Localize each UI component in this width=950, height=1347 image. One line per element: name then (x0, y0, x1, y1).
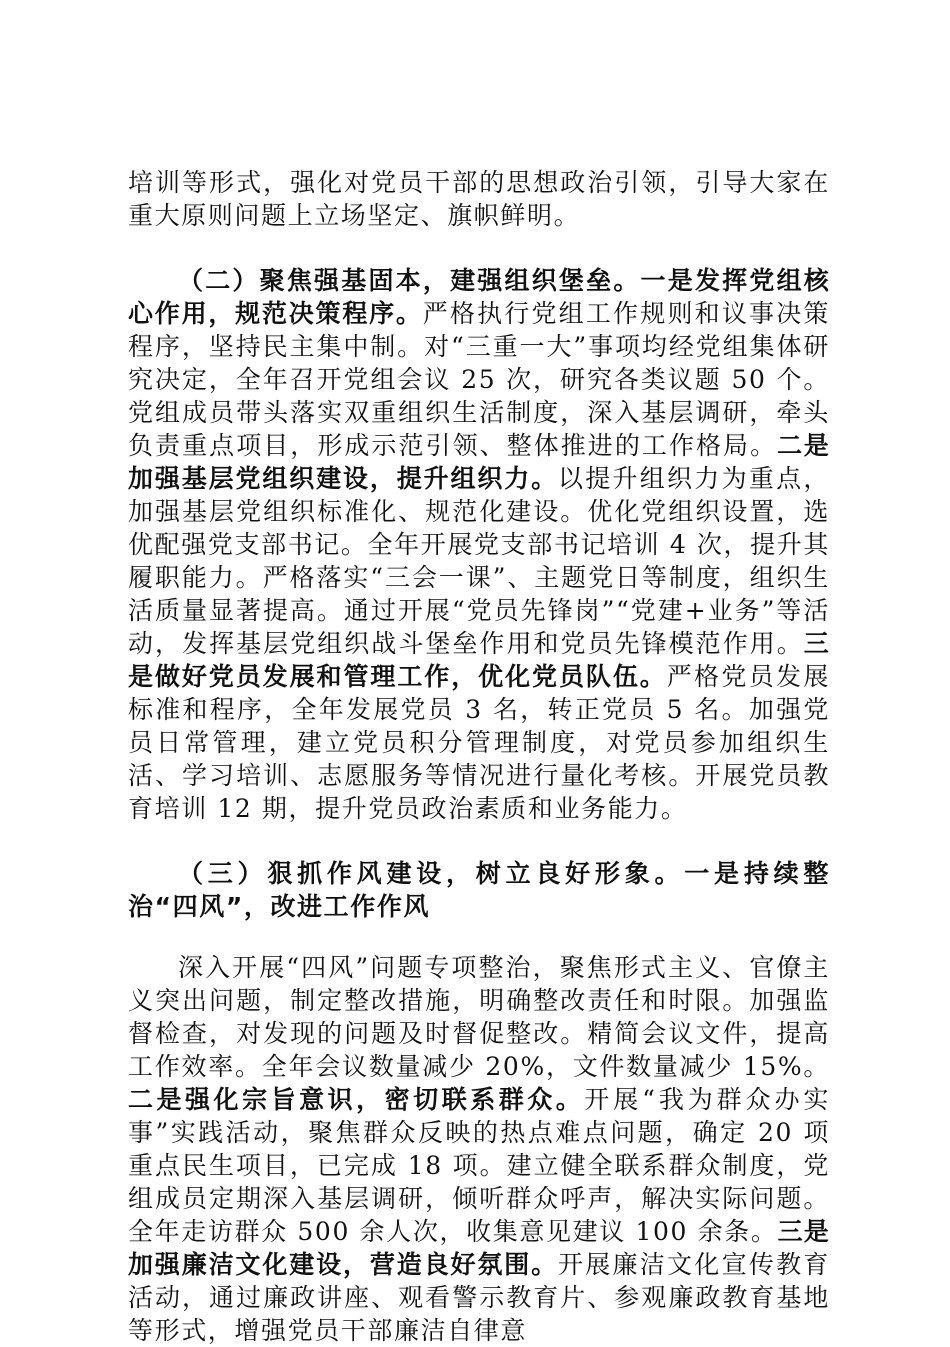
section-3-point-1-text: 深入开展“四风”问题专项整治，聚焦形式主义、官僚主义突出问题，制定整改措施，明确整改责任和时限。加强监督检查，对发现的问题及时督促整改。精简会议文件，提高工作效率。全年会议数量减少 20%，文件数量减少 15%。 (128, 953, 830, 1081)
intro-text: 培训等形式，强化对党员干部的思想政治引领，引导大家在重大原则问题上立场坚定、旗帜鲜明。 (128, 168, 830, 230)
section-3-point-3-title: 三是加强廉洁文化建设，营造良好氛围。 (128, 1217, 831, 1279)
section-2-point-3-title: 三是做好党员发展和管理工作，优化党员队伍。 (128, 629, 830, 691)
section-2-point-2-text: 以提升组织力为重点，加强基层党组织标准化、规范化建设。优化党组织设置，选优配强党支部书记。全年开展党支部书记培训 4 次，提升其履职能力。严格落实“三会一课”、主题党日等制度，组织生活质量显著提高。通过开展“党员先锋岗”“党建+业务”等活动，发挥基层党组织战斗堡垒作用和党员先锋模范作用。 (128, 464, 830, 658)
paragraph-spacer (128, 825, 830, 857)
section-3-point-3-text: 开展廉洁文化宣传教育活动，通过廉政讲座、观看警示教育片、参观廉政教育基地等形式，增强党员干部廉洁自律意 (128, 1250, 830, 1345)
section-2-heading: （二）聚焦强基固本，建强组织堡垒。 (178, 266, 641, 295)
section-2-point-3-text: 严格党员发展标准和程序，全年发展党员 3 名，转正党员 5 名。加强党员日常管理，建立党员积分管理制度，对党员参加组织生活、学习培训、志愿服务等情况进行量化考核。开展党员教育培训 12 期，提升党员政治素质和业务能力。 (128, 662, 830, 823)
paragraph-spacer (128, 232, 830, 264)
section-2-point-1-title: 一是发挥党组核心作用，规范决策程序。 (128, 266, 830, 328)
section-2-point-2-title: 二是加强基层党组织建设，提升组织力。 (128, 431, 831, 493)
section-3-paragraph (128, 951, 830, 1347)
section-3-point-2-title: 二是强化宗旨意识，密切联系群众。 (128, 1085, 585, 1114)
section-2-paragraph (128, 264, 830, 825)
section-2-point-1-text: 严格执行党组工作规则和议事决策程序，坚持民主集中制。对“三重一大”事项均经党组集体研究决定，全年召开党组会议 25 次，研究各类议题 50 个。党组成员带头落实双重组织生活制度，深入基层调研，牵头负责重点项目，形成示范引领、整体推进的工作格局。 (128, 299, 830, 460)
paragraph-spacer (128, 923, 830, 951)
section-3-heading: （三）狠抓作风建设，树立良好形象。一是持续整治“四风”，改进工作作风 (128, 859, 830, 921)
intro-paragraph (128, 166, 830, 232)
document-body (128, 166, 830, 1347)
section-3-point-2-text: 开展“我为群众办实事”实践活动，聚焦群众反映的热点难点问题，确定 20 项重点民生项目，已完成 18 项。建立健全联系群众制度，党组成员定期深入基层调研，倾听群众呼声，解决实际问题。全年走访群众 500 余人次，收集意见建议 100 余条。 (128, 1085, 830, 1246)
